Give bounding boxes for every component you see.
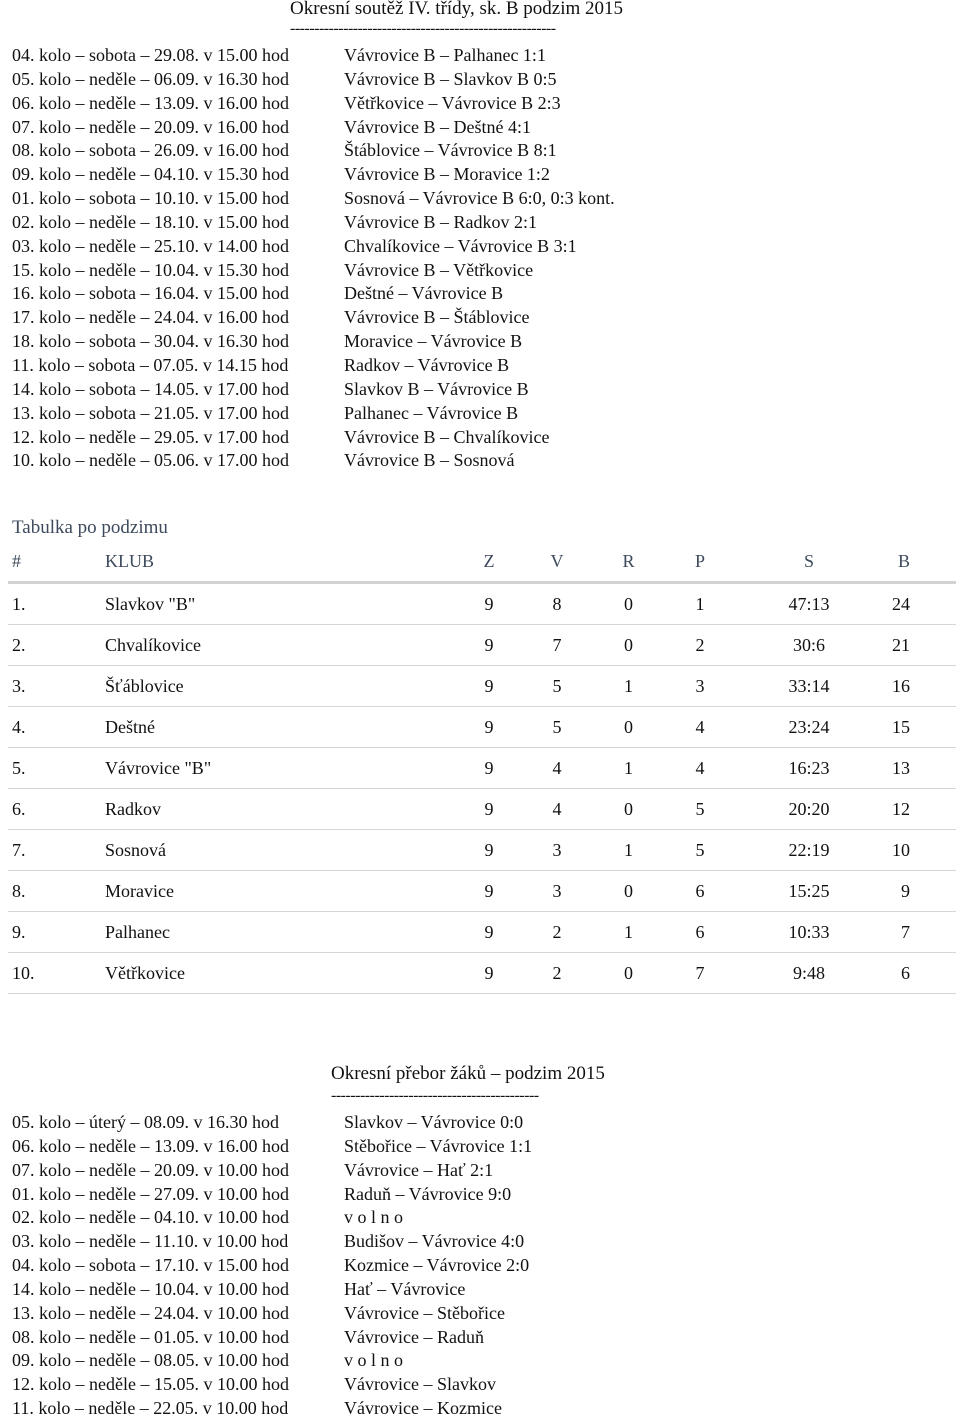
cell-z: 9 xyxy=(484,716,494,737)
fixture-row xyxy=(12,187,615,211)
fixture-match: Kozmice – Vávrovice 2:0 xyxy=(344,1255,530,1276)
fixture-row xyxy=(12,1373,532,1397)
fixture-row xyxy=(12,139,615,163)
cell-b: 21 xyxy=(892,634,910,655)
fixture-row xyxy=(12,1397,532,1421)
fixture-row xyxy=(12,68,615,92)
fixture-match: Vávrovice B – Větřkovice xyxy=(344,259,534,280)
cell-z: 9 xyxy=(484,634,494,655)
fixture-row xyxy=(12,116,615,140)
cell-s: 22:19 xyxy=(788,839,830,860)
table-row xyxy=(8,830,956,871)
fixture-info: 18. kolo – sobota – 30.04. v 16.30 hod xyxy=(12,331,289,352)
fixture-match: Vávrovice B – Deštné 4:1 xyxy=(344,116,531,137)
cell-r: 0 xyxy=(624,962,633,983)
cell-club: Radkov xyxy=(105,798,161,819)
cell-s: 15:25 xyxy=(788,880,830,901)
cell-club: Vávrovice "B" xyxy=(105,757,212,778)
cell-v: 3 xyxy=(552,839,562,860)
fixture-match: Štáblovice – Vávrovice B 8:1 xyxy=(344,140,557,161)
fixture-row xyxy=(12,378,615,402)
fixture-info: 05. kolo – úterý – 08.09. v 16.30 hod xyxy=(12,1112,279,1132)
cell-p: 5 xyxy=(695,839,705,860)
fixture-info: 05. kolo – neděle – 06.09. v 16.30 hod xyxy=(12,68,289,89)
cell-v: 2 xyxy=(552,962,562,983)
cell-p: 6 xyxy=(695,880,705,901)
header-v: V xyxy=(550,550,564,571)
fixture-info: 01. kolo – sobota – 10.10. v 15.00 hod xyxy=(12,188,289,209)
table-row xyxy=(8,707,956,748)
cell-s: 47:13 xyxy=(788,593,830,614)
fixture-info: 09. kolo – neděle – 08.05. v 10.00 hod xyxy=(12,1350,289,1371)
cell-r: 1 xyxy=(624,921,633,942)
section2-fixture-list xyxy=(12,1111,532,1421)
fixture-match: Vávrovice – Raduň xyxy=(344,1326,484,1347)
fixture-match: v o l n o xyxy=(344,1350,404,1371)
cell-p: 7 xyxy=(695,962,705,983)
fixture-info: 08. kolo – neděle – 01.05. v 10.00 hod xyxy=(12,1326,289,1347)
fixture-match: Větřkovice – Vávrovice B 2:3 xyxy=(344,92,561,113)
fixture-match: Deštné – Vávrovice B xyxy=(344,283,504,304)
fixture-match: Budišov – Vávrovice 4:0 xyxy=(344,1231,525,1252)
fixture-info: 12. kolo – neděle – 15.05. v 10.00 hod xyxy=(12,1374,289,1395)
fixture-row xyxy=(12,1206,532,1230)
fixture-row xyxy=(12,1183,532,1207)
standings-table xyxy=(8,541,956,994)
fixture-info: 11. kolo – sobota – 07.05. v 14.15 hod xyxy=(12,354,289,375)
fixture-match: Vávrovice B – Štáblovice xyxy=(344,307,530,328)
cell-s: 16:23 xyxy=(788,757,830,778)
table-row xyxy=(8,789,956,830)
cell-r: 0 xyxy=(624,593,633,614)
cell-b: 24 xyxy=(892,593,910,614)
section1-title: Okresní soutěž IV. třídy, sk. B podzim 2015 xyxy=(290,0,624,19)
cell-v: 8 xyxy=(552,593,562,614)
fixture-info: 08. kolo – sobota – 26.09. v 16.00 hod xyxy=(12,140,289,161)
cell-v: 5 xyxy=(552,675,562,696)
cell-r: 0 xyxy=(624,716,633,737)
cell-club: Chvalíkovice xyxy=(105,634,201,655)
section2-separator: ------------------------------------------- xyxy=(331,1087,539,1104)
fixture-match: Moravice – Vávrovice B xyxy=(344,331,523,352)
fixture-info: 12. kolo – neděle – 29.05. v 17.00 hod xyxy=(12,426,289,447)
cell-r: 1 xyxy=(624,839,633,860)
fixture-row xyxy=(12,44,615,68)
cell-z: 9 xyxy=(484,798,494,819)
table-row xyxy=(8,748,956,789)
cell-s: 30:6 xyxy=(792,634,825,655)
fixture-row xyxy=(12,1278,532,1302)
fixture-row xyxy=(12,1230,532,1254)
fixture-info: 16. kolo – sobota – 16.04. v 15.00 hod xyxy=(12,283,289,304)
fixture-match: Slavkov B – Vávrovice B xyxy=(344,378,529,399)
fixture-row xyxy=(12,306,615,330)
cell-p: 4 xyxy=(695,716,705,737)
cell-s: 23:24 xyxy=(788,716,830,737)
fixture-row xyxy=(12,282,615,306)
cell-club: Sosnová xyxy=(105,839,167,860)
fixture-match: Vávrovice – Stěbořice xyxy=(344,1302,505,1323)
fixture-row xyxy=(12,92,615,116)
cell-rank: 8. xyxy=(12,880,26,901)
fixture-match: Slavkov – Vávrovice 0:0 xyxy=(344,1112,524,1132)
section2-title: Okresní přebor žáků – podzim 2015 xyxy=(331,1063,605,1084)
standings-title: Tabulka po podzimu xyxy=(12,517,168,538)
cell-b: 10 xyxy=(892,839,910,860)
cell-rank: 9. xyxy=(12,921,26,942)
fixture-match: Vávrovice – Hať 2:1 xyxy=(344,1159,494,1180)
section1-separator: ------------------------------------------------------- xyxy=(290,20,556,37)
fixture-match: Vávrovice B – Moravice 1:2 xyxy=(344,164,550,185)
fixture-info: 06. kolo – neděle – 13.09. v 16.00 hod xyxy=(12,1135,289,1156)
cell-s: 10:33 xyxy=(788,921,830,942)
fixture-row xyxy=(12,1326,532,1350)
fixture-info: 14. kolo – sobota – 14.05. v 17.00 hod xyxy=(12,378,289,399)
fixture-match: Chvalíkovice – Vávrovice B 3:1 xyxy=(344,235,577,256)
header-z: Z xyxy=(483,550,495,571)
fixture-info: 17. kolo – neděle – 24.04. v 16.00 hod xyxy=(12,307,289,328)
fixture-row xyxy=(12,426,615,450)
header-s: S xyxy=(803,550,814,571)
fixture-info: 07. kolo – neděle – 20.09. v 10.00 hod xyxy=(12,1159,289,1180)
fixture-info: 07. kolo – neděle – 20.09. v 16.00 hod xyxy=(12,116,289,137)
fixture-info: 15. kolo – neděle – 10.04. v 15.30 hod xyxy=(12,259,289,280)
cell-club: Palhanec xyxy=(105,921,170,942)
fixture-row xyxy=(12,259,615,283)
table-row xyxy=(8,871,956,912)
fixture-match: Vávrovice B – Sosnová xyxy=(344,450,515,471)
fixture-match: Raduň – Vávrovice 9:0 xyxy=(344,1183,512,1204)
cell-s: 33:14 xyxy=(788,675,830,696)
fixture-info: 04. kolo – sobota – 29.08. v 15.00 hod xyxy=(12,45,289,65)
cell-rank: 1. xyxy=(12,593,26,614)
cell-p: 5 xyxy=(695,798,705,819)
cell-b: 16 xyxy=(892,675,910,696)
cell-b: 7 xyxy=(901,921,910,942)
cell-v: 3 xyxy=(552,880,562,901)
fixture-match: Palhanec – Vávrovice B xyxy=(344,402,519,423)
fixture-match: Vávrovice B – Slavkov B 0:5 xyxy=(344,68,557,89)
fixture-row xyxy=(12,330,615,354)
table-row xyxy=(8,625,956,666)
cell-club: Moravice xyxy=(105,880,174,901)
cell-s: 20:20 xyxy=(788,798,830,819)
cell-club: Deštné xyxy=(105,716,155,737)
table-row xyxy=(8,666,956,707)
cell-rank: 10. xyxy=(12,962,35,983)
cell-z: 9 xyxy=(484,757,494,778)
cell-rank: 3. xyxy=(12,675,26,696)
cell-p: 1 xyxy=(695,593,705,614)
cell-rank: 6. xyxy=(12,798,26,819)
cell-rank: 7. xyxy=(12,839,26,860)
header-p: P xyxy=(694,550,705,571)
fixture-info: 04. kolo – sobota – 17.10. v 15.00 hod xyxy=(12,1255,289,1276)
fixture-info: 03. kolo – neděle – 11.10. v 10.00 hod xyxy=(12,1231,289,1252)
cell-club: Větřkovice xyxy=(105,962,185,983)
cell-s: 9:48 xyxy=(792,962,825,983)
header-club: KLUB xyxy=(105,550,154,571)
fixture-match: Vávrovice – Slavkov xyxy=(344,1374,496,1395)
cell-b: 15 xyxy=(892,716,910,737)
fixture-row xyxy=(12,163,615,187)
fixture-row xyxy=(12,1349,532,1373)
cell-v: 7 xyxy=(552,634,562,655)
fixture-info: 02. kolo – neděle – 18.10. v 15.00 hod xyxy=(12,211,289,232)
standings-body xyxy=(8,584,956,994)
fixture-row xyxy=(12,1111,532,1135)
fixture-info: 01. kolo – neděle – 27.09. v 10.00 hod xyxy=(12,1183,289,1204)
cell-club: Šťáblovice xyxy=(105,675,184,696)
cell-z: 9 xyxy=(484,880,494,901)
cell-r: 0 xyxy=(624,634,633,655)
fixture-info: 14. kolo – neděle – 10.04. v 10.00 hod xyxy=(12,1278,289,1299)
standings-header-row xyxy=(8,541,956,584)
header-rank: # xyxy=(12,550,21,571)
fixture-info: 13. kolo – sobota – 21.05. v 17.00 hod xyxy=(12,402,289,423)
fixture-row xyxy=(12,235,615,259)
cell-rank: 5. xyxy=(12,757,26,778)
fixture-info: 09. kolo – neděle – 04.10. v 15.30 hod xyxy=(12,164,289,185)
fixture-match: Hať – Vávrovice xyxy=(344,1278,466,1299)
fixture-match: Radkov – Vávrovice B xyxy=(344,354,510,375)
fixture-match: Vávrovice – Kozmice xyxy=(344,1398,502,1419)
cell-r: 0 xyxy=(624,880,633,901)
cell-b: 12 xyxy=(892,798,910,819)
fixture-row xyxy=(12,1135,532,1159)
cell-v: 2 xyxy=(552,921,562,942)
fixture-row xyxy=(12,449,615,473)
cell-b: 9 xyxy=(901,880,910,901)
cell-z: 9 xyxy=(484,675,494,696)
cell-z: 9 xyxy=(484,921,494,942)
cell-z: 9 xyxy=(484,593,494,614)
cell-v: 4 xyxy=(552,757,562,778)
cell-b: 13 xyxy=(892,757,910,778)
cell-z: 9 xyxy=(484,839,494,860)
fixture-row xyxy=(12,354,615,378)
cell-v: 5 xyxy=(552,716,562,737)
fixture-row xyxy=(12,1159,532,1183)
fixture-match: Stěbořice – Vávrovice 1:1 xyxy=(344,1135,533,1156)
fixture-info: 03. kolo – neděle – 25.10. v 14.00 hod xyxy=(12,235,289,256)
fixture-row xyxy=(12,211,615,235)
cell-club: Slavkov "B" xyxy=(105,593,196,614)
fixture-match: v o l n o xyxy=(344,1207,404,1228)
fixture-match: Vávrovice B – Palhanec 1:1 xyxy=(344,45,546,65)
cell-rank: 4. xyxy=(12,716,26,737)
cell-p: 2 xyxy=(695,634,705,655)
fixture-info: 10. kolo – neděle – 05.06. v 17.00 hod xyxy=(12,450,289,471)
fixture-match: Vávrovice B – Chvalíkovice xyxy=(344,426,550,447)
fixture-info: 13. kolo – neděle – 24.04. v 10.00 hod xyxy=(12,1302,289,1323)
cell-p: 6 xyxy=(695,921,705,942)
section1-fixture-list xyxy=(12,44,615,473)
cell-z: 9 xyxy=(484,962,494,983)
table-row xyxy=(8,953,956,994)
fixture-info: 02. kolo – neděle – 04.10. v 10.00 hod xyxy=(12,1207,289,1228)
header-r: R xyxy=(622,550,635,571)
cell-v: 4 xyxy=(552,798,562,819)
cell-b: 6 xyxy=(901,962,910,983)
cell-r: 0 xyxy=(624,798,633,819)
table-row xyxy=(8,912,956,953)
fixture-info: 11. kolo – neděle – 22.05. v 10.00 hod xyxy=(12,1398,289,1419)
fixture-match: Sosnová – Vávrovice B 6:0, 0:3 kont. xyxy=(344,188,615,209)
cell-r: 1 xyxy=(624,757,633,778)
cell-p: 3 xyxy=(695,675,705,696)
header-b: B xyxy=(897,550,910,571)
fixture-row xyxy=(12,1254,532,1278)
cell-p: 4 xyxy=(695,757,705,778)
fixture-row xyxy=(12,1302,532,1326)
cell-r: 1 xyxy=(624,675,633,696)
table-row xyxy=(8,584,956,625)
fixture-row xyxy=(12,402,615,426)
cell-rank: 2. xyxy=(12,634,26,655)
fixture-match: Vávrovice B – Radkov 2:1 xyxy=(344,211,537,232)
fixture-info: 06. kolo – neděle – 13.09. v 16.00 hod xyxy=(12,92,289,113)
